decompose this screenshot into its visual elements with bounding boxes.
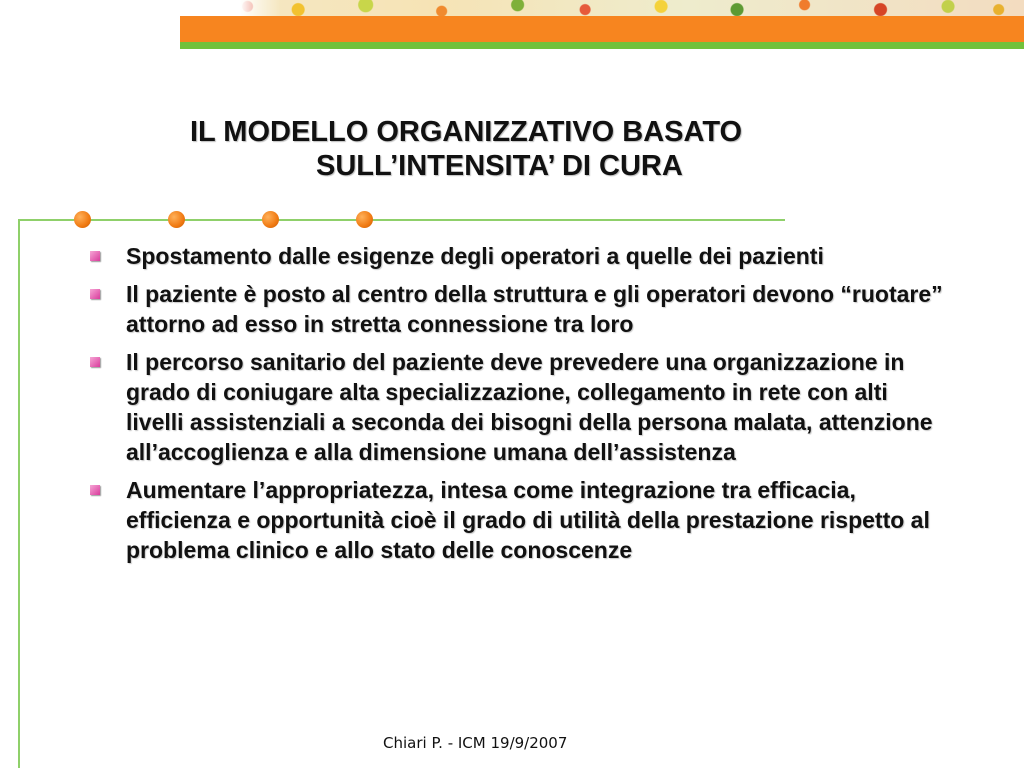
bullet-item bbox=[90, 241, 950, 271]
decorative-dot-icon bbox=[262, 211, 279, 228]
bullet-item bbox=[90, 279, 950, 339]
decorative-vertical-line bbox=[18, 219, 20, 768]
decorative-dot-icon bbox=[168, 211, 185, 228]
square-bullet-icon bbox=[90, 251, 100, 261]
decorative-horizontal-line bbox=[18, 219, 785, 221]
slide-title-line-2: SULL’INTENSITA’ DI CURA bbox=[316, 150, 683, 182]
header-banner-fade bbox=[180, 0, 280, 16]
header-green-band bbox=[180, 42, 1024, 49]
decorative-dot-icon bbox=[74, 211, 91, 228]
bullet-text: Il paziente è posto al centro della struttura e gli operatori devono “ruotare” attorno ad esso in stretta connessione tra loro bbox=[126, 281, 943, 337]
header-banner-image bbox=[180, 0, 1024, 16]
slide-title-line-1: IL MODELLO ORGANIZZATIVO BASATO bbox=[190, 116, 743, 148]
bullet-item bbox=[90, 475, 950, 565]
bullet-text: Aumentare l’appropriatezza, intesa come integrazione tra efficacia, efficienza e opportunità cioè il grado di utilità della prestazione rispetto al problema clinico e allo stato delle conoscenze bbox=[126, 477, 930, 563]
header-orange-band bbox=[180, 16, 1024, 42]
bullet-text: Il percorso sanitario del paziente deve prevedere una organizzazione in grado di coniugare alta specializzazione, collegamento in rete con alti livelli assistenziali a seconda dei bisogni della persona malata, attenzione all’accoglienza e alla dimensione umana dell’assistenza bbox=[126, 349, 933, 465]
square-bullet-icon bbox=[90, 289, 100, 299]
square-bullet-icon bbox=[90, 357, 100, 367]
bullet-list bbox=[90, 241, 950, 573]
bullet-item bbox=[90, 347, 950, 467]
slide-footer: Chiari P. - ICM 19/9/2007 bbox=[383, 734, 568, 752]
square-bullet-icon bbox=[90, 485, 100, 495]
decorative-dot-icon bbox=[356, 211, 373, 228]
slide-title bbox=[150, 115, 880, 183]
bullet-text: Spostamento dalle esigenze degli operatori a quelle dei pazienti bbox=[126, 243, 824, 269]
